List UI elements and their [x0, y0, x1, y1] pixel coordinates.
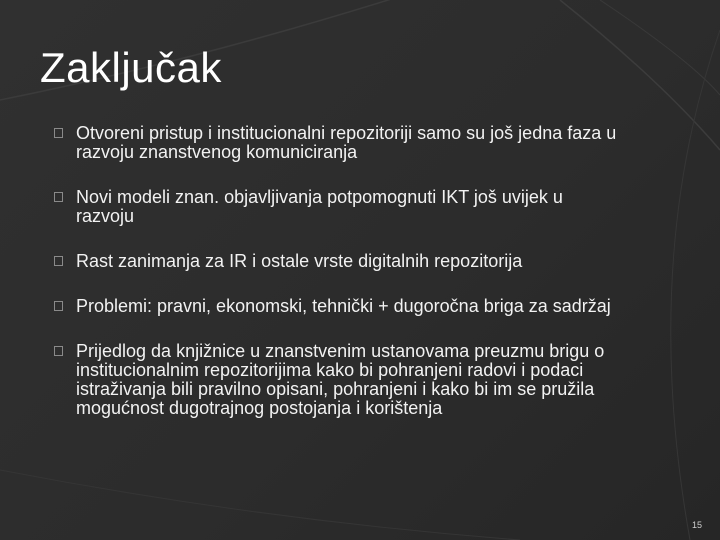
- bullet-item: [52, 342, 622, 418]
- slide-title: Zaključak: [40, 44, 222, 91]
- bullet-marker-icon: [54, 256, 63, 266]
- bullet-item: [52, 124, 622, 162]
- bullet-text: Novi modeli znan. objavljivanja potpomognuti IKT još uvijek u razvoju: [76, 187, 563, 226]
- page-number: 15: [691, 520, 702, 530]
- bullet-marker-icon: [54, 192, 63, 202]
- bullet-item: [52, 297, 622, 316]
- bullet-text: Rast zanimanja za IR i ostale vrste digitalnih repozitorija: [76, 251, 523, 271]
- bullet-text: Problemi: pravni, ekonomski, tehnički + dugoročna briga za sadržaj: [76, 296, 611, 316]
- bullet-marker-icon: [54, 128, 63, 138]
- bullet-text: Otvoreni pristup i institucionalni repozitoriji samo su još jedna faza u razvoju znanstvenog komuniciranja: [76, 123, 617, 162]
- bullet-list: [52, 124, 622, 418]
- bullet-item: [52, 188, 622, 226]
- bullet-marker-icon: [54, 346, 63, 356]
- bullet-marker-icon: [54, 301, 63, 311]
- bullet-item: [52, 252, 622, 271]
- bullet-text: Prijedlog da knjižnice u znanstvenim ustanovama preuzmu brigu o institucionalnim repozitorijima kako bi pohranjeni radovi i podaci istraživanja bili pravilno opisani, pohranjeni i kako bi im se pružila mogućnost dugotrajnog postojanja i korištenja: [76, 341, 605, 418]
